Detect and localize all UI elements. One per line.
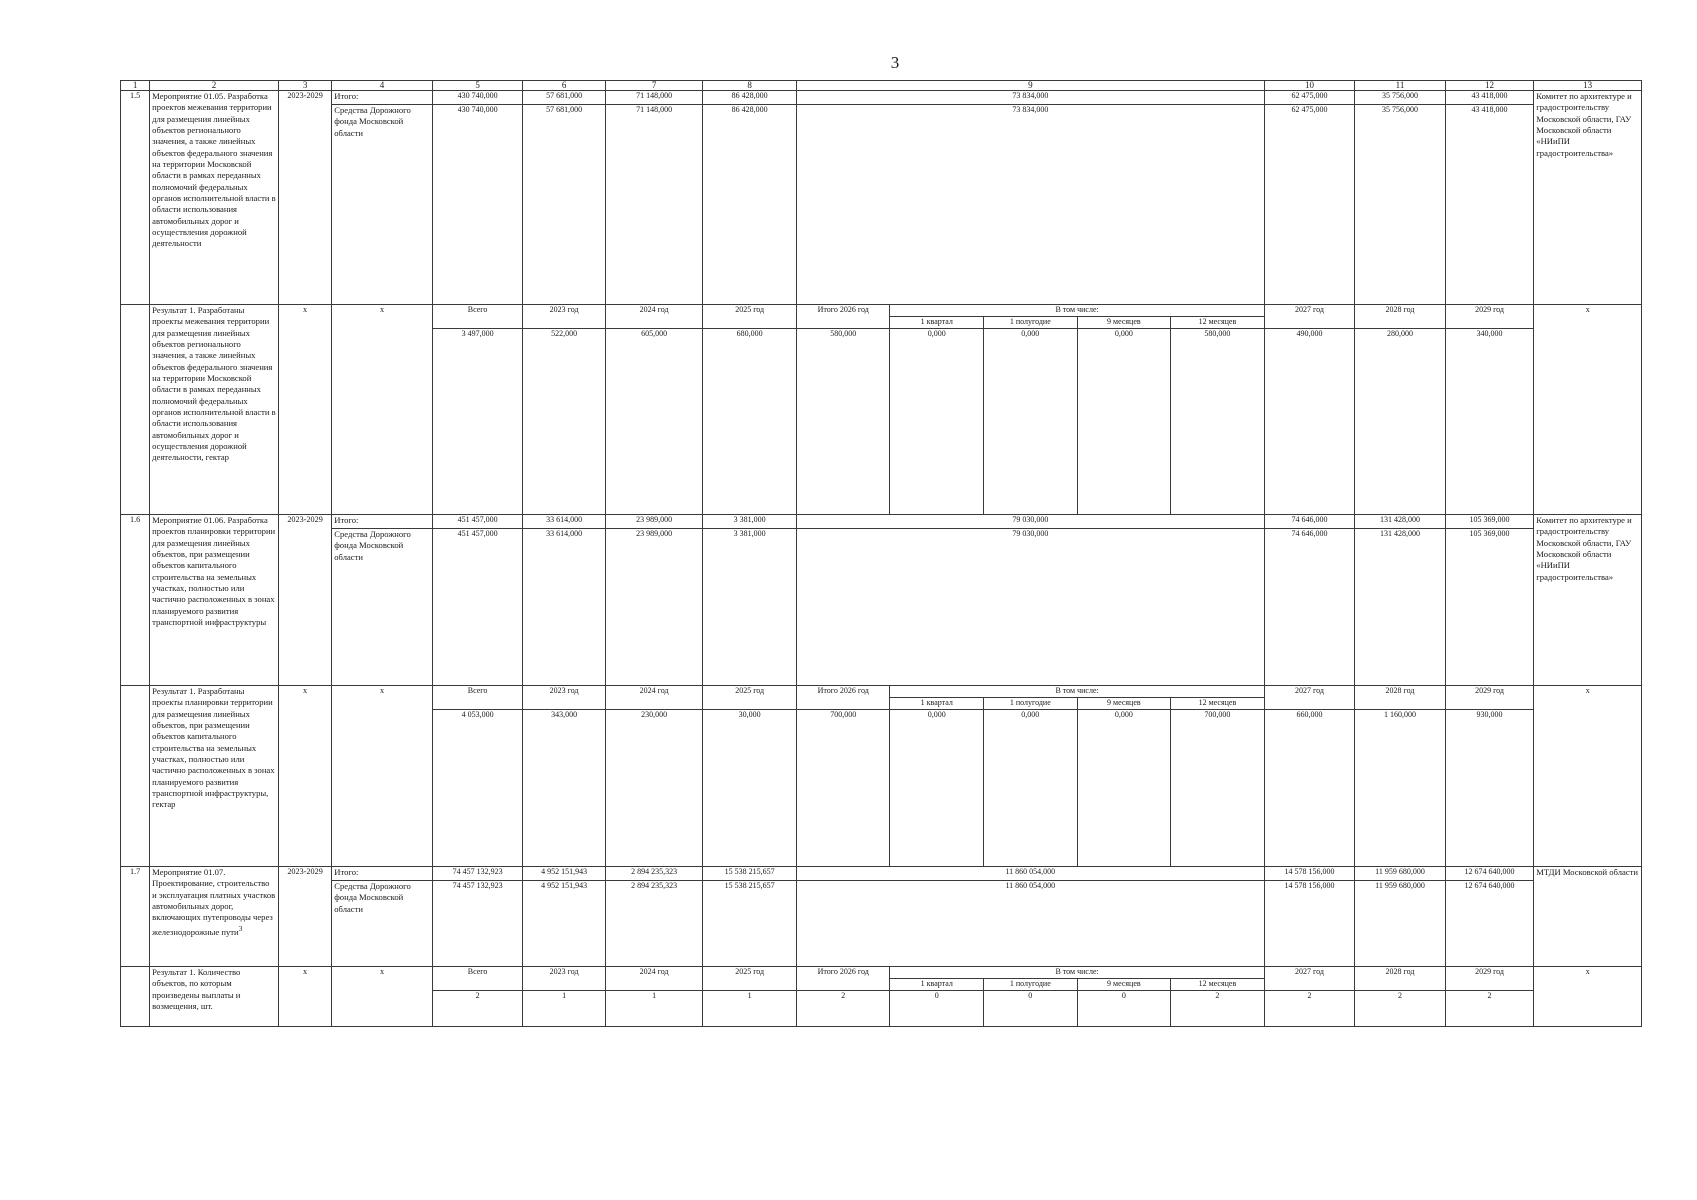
- year-header: 2028 год: [1355, 967, 1446, 991]
- result-title: Результат 1. Количество объектов, по которым произведены выплаты и возмещения, шт.: [150, 967, 279, 1027]
- result-value: 2: [1445, 991, 1534, 1027]
- result-value: 700,000: [796, 710, 890, 867]
- col-3-header: 3: [278, 81, 331, 91]
- source-2026-value: 73 834,000: [796, 105, 1264, 305]
- result-value: 0: [1077, 991, 1171, 1027]
- year-header: 2028 год: [1355, 305, 1446, 329]
- total-value: 12 674 640,000: [1445, 867, 1534, 881]
- result-value: 605,000: [605, 329, 703, 515]
- total-value: 430 740,000: [432, 91, 523, 105]
- total-value: 86 428,000: [703, 91, 797, 105]
- measure-source-row: [121, 105, 1642, 305]
- result-value: 680,000: [703, 329, 797, 515]
- result-value: 1: [605, 991, 703, 1027]
- result-value: 30,000: [703, 710, 797, 867]
- col-9-header: 9: [796, 81, 1264, 91]
- result-value: 930,000: [1445, 710, 1534, 867]
- total-value: 4 952 151,943: [523, 867, 605, 881]
- x-mark: x: [1534, 967, 1642, 1027]
- funding-source: Средства Дорожного фонда Московской области: [332, 881, 433, 967]
- result-value: 0,000: [890, 329, 984, 515]
- result-value: 2: [796, 991, 890, 1027]
- col-6-header: 6: [523, 81, 605, 91]
- nine-months-header: 9 месяцев: [1077, 979, 1171, 991]
- quarter-header: 1 квартал: [890, 979, 984, 991]
- total-value: 11 959 680,000: [1355, 867, 1446, 881]
- total-value: 71 148,000: [605, 91, 703, 105]
- x-mark: x: [332, 305, 433, 515]
- source-value: 57 681,000: [523, 105, 605, 305]
- result-value: 340,000: [1445, 329, 1534, 515]
- result-value: 490,000: [1264, 329, 1355, 515]
- result-value: 0,000: [984, 710, 1078, 867]
- measure-source-row: [121, 529, 1642, 686]
- x-mark: x: [1534, 686, 1642, 867]
- period: 2023-2029: [278, 867, 331, 967]
- source-value: 43 418,000: [1445, 105, 1534, 305]
- year-header: 2023 год: [523, 686, 605, 710]
- twelve-months-header: 12 месяцев: [1171, 698, 1265, 710]
- executor: Комитет по архитектуре и градостроительству Московской области, ГАУ Московской области «НИиПИ градостроительства»: [1534, 515, 1642, 686]
- year-header: 2023 год: [523, 967, 605, 991]
- result-header-row: [121, 305, 1642, 317]
- result-title: Результат 1. Разработаны проекты планировки территории для размещения линейных объектов, при размещении объектов капитального строительства на земельных участках, полностью или частично расположенных в зонах планируемого развития транспортной инфраструктуры, гектар: [150, 686, 279, 867]
- source-value: 2 894 235,323: [605, 881, 703, 967]
- x-mark: x: [278, 686, 331, 867]
- nine-months-header: 9 месяцев: [1077, 317, 1171, 329]
- result-value: 2: [432, 991, 523, 1027]
- source-value: 3 381,000: [703, 529, 797, 686]
- result-value: 3 497,000: [432, 329, 523, 515]
- source-value: 71 148,000: [605, 105, 703, 305]
- column-numbers-row: [121, 81, 1642, 91]
- total-value: 57 681,000: [523, 91, 605, 105]
- total-2026-header: Итого 2026 год: [796, 305, 890, 329]
- year-header: 2025 год: [703, 305, 797, 329]
- col-10-header: 10: [1264, 81, 1355, 91]
- col-8-header: 8: [703, 81, 797, 91]
- measure-total-row: [121, 515, 1642, 529]
- source-value: 74 457 132,923: [432, 881, 523, 967]
- half-year-header: 1 полугодие: [984, 698, 1078, 710]
- measure-title: [150, 867, 279, 967]
- half-year-header: 1 полугодие: [984, 979, 1078, 991]
- result-header-row: [121, 686, 1642, 698]
- result-value: 580,000: [1171, 329, 1265, 515]
- period: 2023-2029: [278, 515, 331, 686]
- total-value: 74 646,000: [1264, 515, 1355, 529]
- total-2026-header: Итого 2026 год: [796, 967, 890, 991]
- period: 2023-2029: [278, 91, 331, 305]
- total-value: 15 538 215,657: [703, 867, 797, 881]
- result-value: 0,000: [1077, 710, 1171, 867]
- total-value: 43 418,000: [1445, 91, 1534, 105]
- source-value: 15 538 215,657: [703, 881, 797, 967]
- total-value: 35 756,000: [1355, 91, 1446, 105]
- x-mark: x: [332, 686, 433, 867]
- total-label: Итого:: [332, 515, 433, 529]
- total-header: Всего: [432, 305, 523, 329]
- year-header: 2027 год: [1264, 967, 1355, 991]
- col-11-header: 11: [1355, 81, 1446, 91]
- total-header: Всего: [432, 686, 523, 710]
- total-value: 14 578 156,000: [1264, 867, 1355, 881]
- year-header: 2023 год: [523, 305, 605, 329]
- year-header: 2028 год: [1355, 686, 1446, 710]
- row-number: 1.5: [121, 91, 150, 305]
- year-header: 2029 год: [1445, 967, 1534, 991]
- source-value: 23 989,000: [605, 529, 703, 686]
- result-value: 0,000: [984, 329, 1078, 515]
- x-mark: x: [278, 967, 331, 1027]
- page-number: 3: [890, 53, 900, 72]
- source-2026-value: 79 030,000: [796, 529, 1264, 686]
- total-value: 23 989,000: [605, 515, 703, 529]
- result-value: 343,000: [523, 710, 605, 867]
- year-header: 2025 год: [703, 686, 797, 710]
- result-value: 2: [1264, 991, 1355, 1027]
- result-title: Результат 1. Разработаны проекты межевания территории для размещения линейных объектов регионального значения, а также линейных объектов федерального значения на территории Московской области в рамках переданных полномочий федеральных органов исполнительной власти в области использования автомобильных дорог и осуществления дорожной деятельности, гектар: [150, 305, 279, 515]
- result-value: 4 053,000: [432, 710, 523, 867]
- total-value: 2 894 235,323: [605, 867, 703, 881]
- year-header: 2024 год: [605, 686, 703, 710]
- including-header: В том числе:: [890, 967, 1264, 979]
- total-2026-value: 11 860 054,000: [796, 867, 1264, 881]
- total-header: Всего: [432, 967, 523, 991]
- quarter-header: 1 квартал: [890, 317, 984, 329]
- result-value: 660,000: [1264, 710, 1355, 867]
- result-value: 230,000: [605, 710, 703, 867]
- total-2026-header: Итого 2026 год: [796, 686, 890, 710]
- measure-title: [150, 91, 279, 305]
- measure-title-text: Мероприятие 01.06. Разработка проектов планировки территории для размещения линейных объектов, при размещении объектов капитального строительства на земельных участках, полностью или частично расположенных в зонах планируемого развития транспортной инфраструктуры: [152, 515, 276, 628]
- measure-total-row: [121, 867, 1642, 881]
- result-value: 1: [523, 991, 605, 1027]
- year-header: 2029 год: [1445, 305, 1534, 329]
- total-value: 451 457,000: [432, 515, 523, 529]
- footnote-mark: 3: [238, 923, 243, 933]
- half-year-header: 1 полугодие: [984, 317, 1078, 329]
- result-value: 0: [984, 991, 1078, 1027]
- result-value: 0: [890, 991, 984, 1027]
- source-value: 86 428,000: [703, 105, 797, 305]
- including-header: В том числе:: [890, 305, 1264, 317]
- result-header-row: [121, 967, 1642, 979]
- x-mark: x: [1534, 305, 1642, 515]
- col-2-header: 2: [150, 81, 279, 91]
- source-value: 430 740,000: [432, 105, 523, 305]
- year-header: 2025 год: [703, 967, 797, 991]
- source-value: 451 457,000: [432, 529, 523, 686]
- x-mark: x: [332, 967, 433, 1027]
- year-header: 2029 год: [1445, 686, 1534, 710]
- including-header: В том числе:: [890, 686, 1264, 698]
- funding-source: Средства Дорожного фонда Московской области: [332, 529, 433, 686]
- total-value: 3 381,000: [703, 515, 797, 529]
- executor: МТДИ Московской области: [1534, 867, 1642, 967]
- total-label: Итого:: [332, 91, 433, 105]
- result-value: 1 160,000: [1355, 710, 1446, 867]
- measure-title: [150, 515, 279, 686]
- row-number: 1.7: [121, 867, 150, 967]
- source-value: 131 428,000: [1355, 529, 1446, 686]
- source-value: 62 475,000: [1264, 105, 1355, 305]
- x-mark: x: [278, 305, 331, 515]
- funding-source: Средства Дорожного фонда Московской области: [332, 105, 433, 305]
- col-5-header: 5: [432, 81, 523, 91]
- source-value: 14 578 156,000: [1264, 881, 1355, 967]
- source-value: 105 369,000: [1445, 529, 1534, 686]
- executor: Комитет по архитектуре и градостроительству Московской области, ГАУ Московской области «НИиПИ градостроительства»: [1534, 91, 1642, 305]
- twelve-months-header: 12 месяцев: [1171, 979, 1265, 991]
- source-2026-value: 11 860 054,000: [796, 881, 1264, 967]
- source-value: 74 646,000: [1264, 529, 1355, 686]
- total-value: 33 614,000: [523, 515, 605, 529]
- row-number: 1.6: [121, 515, 150, 686]
- source-value: 4 952 151,943: [523, 881, 605, 967]
- year-header: 2027 год: [1264, 686, 1355, 710]
- result-value: 2: [1171, 991, 1265, 1027]
- total-value: 74 457 132,923: [432, 867, 523, 881]
- total-value: 105 369,000: [1445, 515, 1534, 529]
- source-value: 12 674 640,000: [1445, 881, 1534, 967]
- total-2026-value: 79 030,000: [796, 515, 1264, 529]
- result-value: 580,000: [796, 329, 890, 515]
- source-value: 35 756,000: [1355, 105, 1446, 305]
- result-value: 700,000: [1171, 710, 1265, 867]
- measure-title-text: Мероприятие 01.05. Разработка проектов межевания территории для размещения линейных объектов регионального значения, а также линейных объектов федерального значения на территории Московской области в рамках переданных полномочий федеральных органов исполнительной власти в области использования автомобильных дорог и осуществления дорожной деятельности: [152, 91, 276, 249]
- total-value: 62 475,000: [1264, 91, 1355, 105]
- year-header: 2024 год: [605, 967, 703, 991]
- result-value: 0,000: [890, 710, 984, 867]
- year-header: 2027 год: [1264, 305, 1355, 329]
- col-1-header: 1: [121, 81, 150, 91]
- col-4-header: 4: [332, 81, 433, 91]
- twelve-months-header: 12 месяцев: [1171, 317, 1265, 329]
- col-7-header: 7: [605, 81, 703, 91]
- measure-title-text: Мероприятие 01.07. Проектирование, строительство и эксплуатация платных участков автомобильных дорог, включающих путепроводы через железнодорожные пути: [152, 867, 276, 937]
- result-value: 280,000: [1355, 329, 1446, 515]
- source-value: 33 614,000: [523, 529, 605, 686]
- program-table: [120, 80, 1642, 1027]
- result-value: 522,000: [523, 329, 605, 515]
- total-label: Итого:: [332, 867, 433, 881]
- nine-months-header: 9 месяцев: [1077, 698, 1171, 710]
- total-2026-value: 73 834,000: [796, 91, 1264, 105]
- total-value: 131 428,000: [1355, 515, 1446, 529]
- col-13-header: 13: [1534, 81, 1642, 91]
- measure-source-row: [121, 881, 1642, 967]
- source-value: 11 959 680,000: [1355, 881, 1446, 967]
- measure-total-row: [121, 91, 1642, 105]
- quarter-header: 1 квартал: [890, 698, 984, 710]
- col-12-header: 12: [1445, 81, 1534, 91]
- year-header: 2024 год: [605, 305, 703, 329]
- result-value: 2: [1355, 991, 1446, 1027]
- result-value: 1: [703, 991, 797, 1027]
- result-value: 0,000: [1077, 329, 1171, 515]
